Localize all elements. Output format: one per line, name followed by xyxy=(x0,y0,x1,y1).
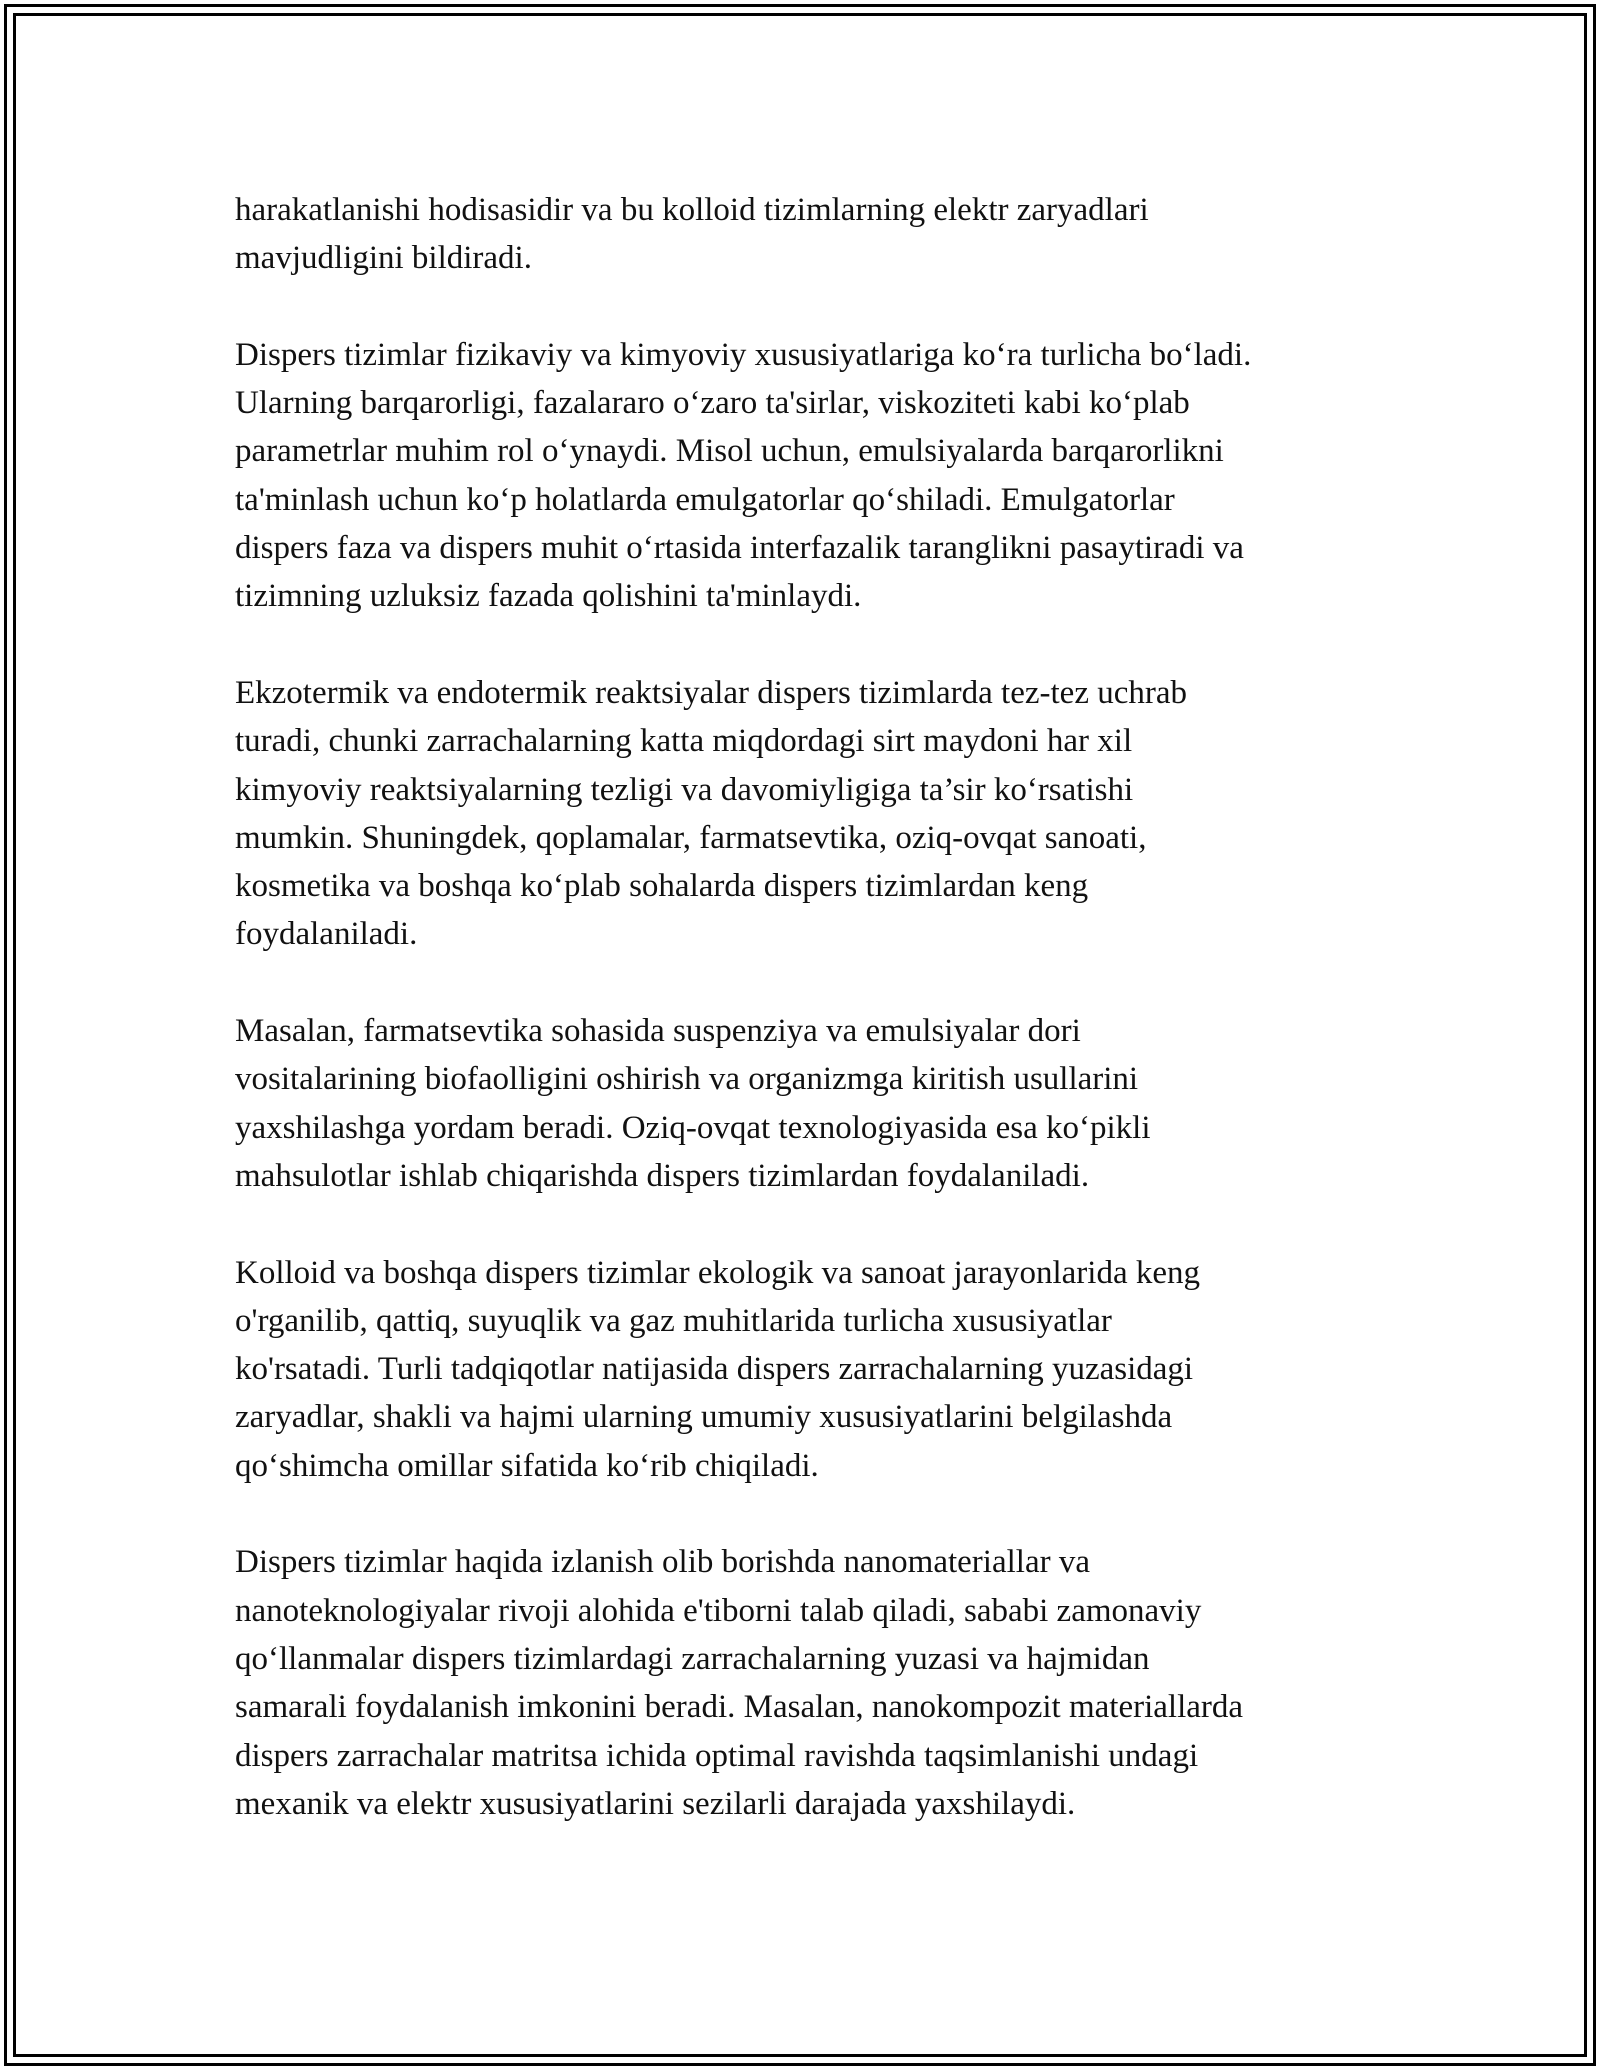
text-line: zaryadlar, shakli va hajmi ularning umumiy xususiyatlarini belgilashda xyxy=(235,1399,1173,1436)
text-line: harakatlanishi hodisasidir va bu kolloid tizimlarning elektr zaryadlari xyxy=(235,192,1149,228)
text-line: mexanik va elektr xususiyatlarini sezilarli darajada yaxshilaydi. xyxy=(235,1785,1076,1822)
text-line: Dispers tizimlar fizikaviy va kimyoviy xususiyatlariga ko‘ra turlicha bo‘ladi. xyxy=(235,336,1252,373)
text-line: qo‘shimcha omillar sifatida ko‘rib chiqiladi. xyxy=(235,1447,819,1484)
text-line: o'rganilib, qattiq, suyuqlik va gaz muhitlarida turlicha xususiyatlar xyxy=(235,1302,1112,1339)
text-line: ta'minlash uchun ko‘p holatlarda emulgatorlar qo‘shiladi. Emulgatorlar xyxy=(235,481,1175,518)
text-line: Kolloid va boshqa dispers tizimlar ekologik va sanoat jarayonlarida keng xyxy=(235,1254,1200,1291)
paragraph-2 xyxy=(235,331,1395,621)
text-line: Ularning barqarorligi, fazalararo o‘zaro ta'sirlar, viskoziteti kabi ko‘plab xyxy=(235,385,1190,422)
text-line: dispers faza va dispers muhit o‘rtasida interfazalik taranglikni pasaytiradi va xyxy=(235,530,1244,567)
paragraph-6 xyxy=(235,1538,1395,1828)
text-line: nanoteknologiyalar rivoji alohida e'tiborni talab qiladi, sababi zamonaviy xyxy=(235,1592,1202,1629)
text-line: Ekzotermik va endotermik reaktsiyalar dispers tizimlarda tez-tez uchrab xyxy=(235,674,1188,711)
text-line: qo‘llanmalar dispers tizimlardagi zarrachalarning yuzasi va hajmidan xyxy=(235,1640,1150,1677)
paragraph-3 xyxy=(235,669,1395,959)
text-line: parametrlar muhim rol o‘ynaydi. Misol uchun, emulsiyalarda barqarorlikni xyxy=(235,433,1224,470)
text-line: kosmetika va boshqa ko‘plab sohalarda dispers tizimlardan keng xyxy=(235,868,1089,905)
text-line: mahsulotlar ishlab chiqarishda dispers tizimlardan foydalaniladi. xyxy=(235,1157,1090,1194)
paragraph-4 xyxy=(235,1007,1395,1200)
text-line: mumkin. Shuningdek, qoplamalar, farmatsevtika, oziq-ovqat sanoati, xyxy=(235,819,1147,856)
text-line: dispers zarrachalar matritsa ichida optimal ravishda taqsimlanishi undagi xyxy=(235,1737,1199,1774)
text-line: mavjudligini bildiradi. xyxy=(235,240,532,277)
text-line: foydalaniladi. xyxy=(235,916,418,953)
text-line: tizimning uzluksiz fazada qolishini ta'minlaydi. xyxy=(235,578,862,615)
text-line: yaxshilashga yordam beradi. Oziq-ovqat texnologiyasida esa ko‘pikli xyxy=(235,1109,1151,1146)
text-line: vositalarining biofaolligini oshirish va organizmga kiritish usullarini xyxy=(235,1061,1139,1098)
text-line: kimyoviy reaktsiyalarning tezligi va davomiyligiga ta’sir ko‘rsatishi xyxy=(235,771,1134,808)
text-line: turadi, chunki zarrachalarning katta miqdordagi sirt maydoni har xil xyxy=(235,723,1133,760)
text-line: Masalan, farmatsevtika sohasida suspenziya va emulsiyalar dori xyxy=(235,1013,1081,1050)
text-line: samarali foydalanish imkonini beradi. Masalan, nanokompozit materiallarda xyxy=(235,1689,1244,1726)
text-line: ko'rsatadi. Turli tadqiqotlar natijasida dispers zarrachalarning yuzasidagi xyxy=(235,1351,1194,1388)
text-line: Dispers tizimlar haqida izlanish olib borishda nanomateriallar va xyxy=(235,1544,1090,1581)
paragraph-5 xyxy=(235,1249,1395,1490)
paragraph-1 xyxy=(235,186,1395,283)
document-body xyxy=(235,186,1395,1876)
